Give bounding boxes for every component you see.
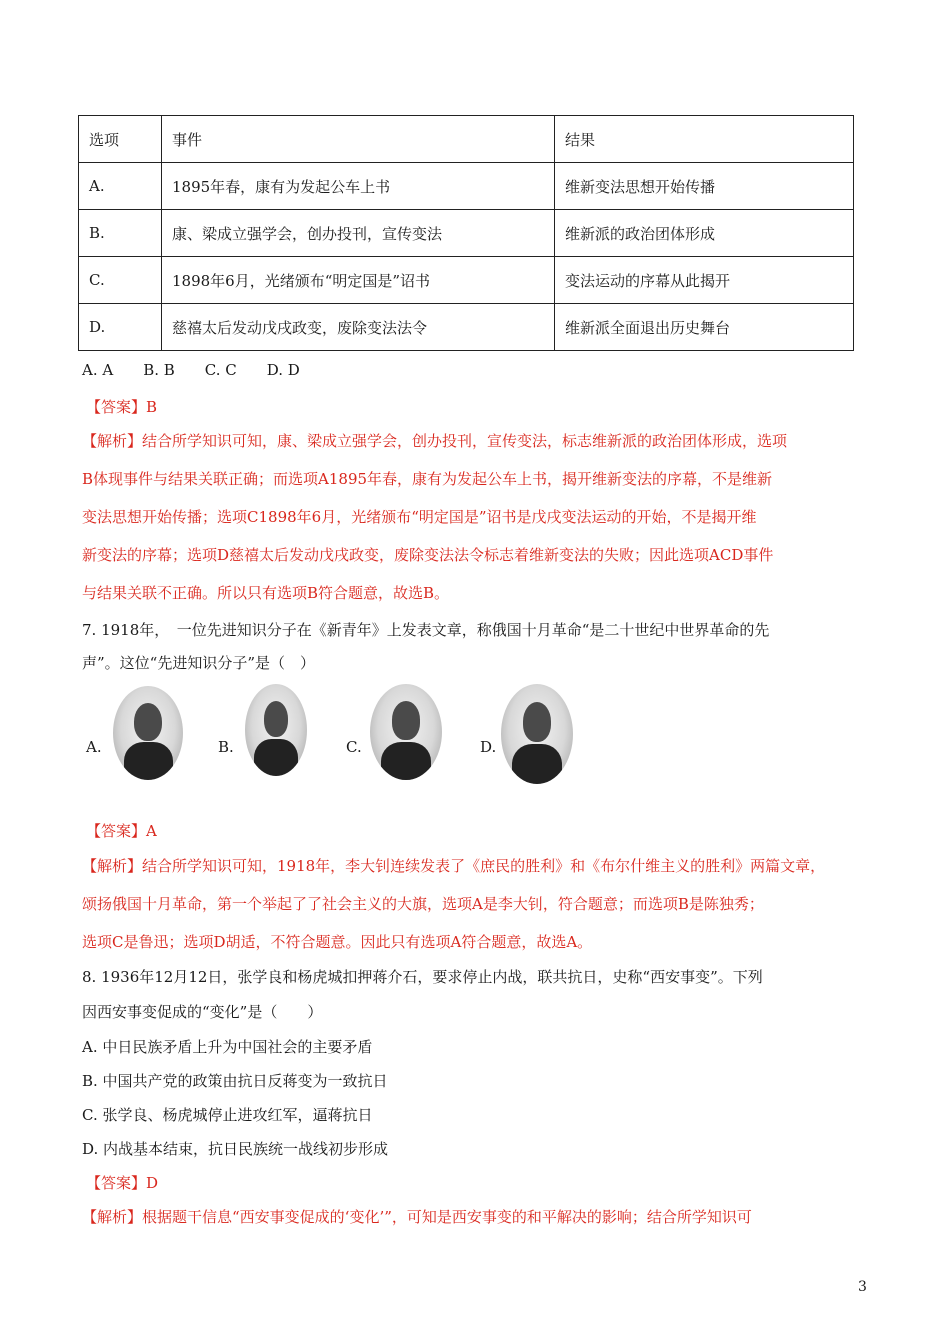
cell-option: C.	[79, 257, 162, 304]
cell-option: B.	[79, 210, 162, 257]
portrait-body	[124, 742, 173, 780]
q6-analysis-line: 【解析】结合所学知识可知，康、梁成立强学会，创办投刊，宣传变法，标志维新派的政治团体形成，选项	[82, 432, 788, 450]
table-row	[79, 163, 854, 210]
q6-answer: 【答案】B	[86, 398, 158, 416]
portrait-photo-d	[501, 684, 573, 784]
cell-event: 慈禧太后发动戊戌政变，废除变法法令	[162, 304, 555, 351]
q7-stem-line: 声”。这位“先进知识分子”是（ ）	[82, 654, 316, 672]
q7-analysis-line: 颂扬俄国十月革命，第一个举起了了社会主义的大旗，选项A是李大钊，符合题意；而选项B是陈独秀；	[82, 895, 764, 913]
q6-analysis-line: 与结果关联不正确。所以只有选项B符合题意，故选B。	[82, 584, 450, 602]
q8-analysis-line: 【解析】根据题干信息“西安事变促成的‘变化’”，可知是西安事变的和平解决的影响；结合所学知识可	[82, 1208, 752, 1226]
portrait-body	[381, 742, 431, 780]
q6-analysis-line: 新变法的序幕；选项D慈禧太后发动戊戌政变，废除变法法令标志着维新变法的失败；因此选项ACD事件	[82, 546, 774, 564]
q6-choices: A. A B. B C. C D. D	[82, 361, 300, 379]
portrait-head	[134, 703, 162, 741]
portrait-photo-c	[370, 684, 442, 780]
cell-result: 变法运动的序幕从此揭开	[555, 257, 854, 304]
table-row	[79, 304, 854, 351]
header-event: 事件	[162, 116, 555, 163]
q8-stem-line: 因西安事变促成的“变化”是（ ）	[82, 1003, 323, 1021]
portrait-photo-a	[113, 686, 183, 780]
cell-result: 维新派的政治团体形成	[555, 210, 854, 257]
options-table	[78, 115, 854, 351]
portrait-body	[254, 739, 297, 776]
q7-analysis-line: 选项C是鲁迅；选项D胡适，不符合题意。因此只有选项A符合题意，故选A。	[82, 933, 593, 951]
header-result: 结果	[555, 116, 854, 163]
q8-option: D. 内战基本结束，抗日民族统一战线初步形成	[82, 1140, 389, 1158]
portrait-body	[512, 744, 562, 784]
header-option: 选项	[79, 116, 162, 163]
q7-option-label: A.	[86, 738, 102, 756]
cell-event: 1898年6月，光绪颁布“明定国是”诏书	[162, 257, 555, 304]
q8-answer: 【答案】D	[86, 1174, 159, 1192]
page-number: 3	[858, 1279, 867, 1295]
cell-result: 维新派全面退出历史舞台	[555, 304, 854, 351]
q8-option: B. 中国共产党的政策由抗日反蒋变为一致抗日	[82, 1072, 388, 1090]
cell-option: D.	[79, 304, 162, 351]
cell-result: 维新变法思想开始传播	[555, 163, 854, 210]
cell-event: 康、梁成立强学会，创办投刊，宣传变法	[162, 210, 555, 257]
cell-option: A.	[79, 163, 162, 210]
q7-option-label: B.	[218, 738, 234, 756]
q8-option: A. 中日民族矛盾上升为中国社会的主要矛盾	[82, 1038, 373, 1056]
portrait-photo-b	[245, 684, 307, 776]
q6-analysis-line: 变法思想开始传播；选项C1898年6月，光绪颁布“明定国是”诏书是戊戌变法运动的开始，不是揭开维	[82, 508, 757, 526]
portrait-head	[523, 702, 552, 742]
table-header-row	[79, 116, 854, 163]
portrait-head	[392, 701, 421, 739]
portrait-head	[264, 701, 289, 738]
table-row	[79, 210, 854, 257]
q7-answer: 【答案】A	[86, 822, 157, 840]
q8-stem-line: 8. 1936年12月12日，张学良和杨虎城扣押蒋介石，要求停止内战，联共抗日，史称“西安事变”。下列	[82, 968, 763, 986]
q7-analysis-line: 【解析】结合所学知识可知，1918年，李大钊连续发表了《庶民的胜利》和《布尔什维主义的胜利》两篇文章，	[82, 857, 826, 875]
q8-option: C. 张学良、杨虎城停止进攻红军，逼蒋抗日	[82, 1106, 373, 1124]
q7-stem-line: 7. 1918年， 一位先进知识分子在《新青年》上发表文章，称俄国十月革命“是二十世纪中世界革命的先	[82, 621, 770, 639]
cell-event: 1895年春，康有为发起公车上书	[162, 163, 555, 210]
table-row	[79, 257, 854, 304]
q7-option-label: C.	[346, 738, 362, 756]
q6-analysis-line: B体现事件与结果关联正确；而选项A1895年春，康有为发起公车上书，揭开维新变法的序幕，不是维新	[82, 470, 773, 488]
q7-option-label: D.	[480, 738, 497, 756]
